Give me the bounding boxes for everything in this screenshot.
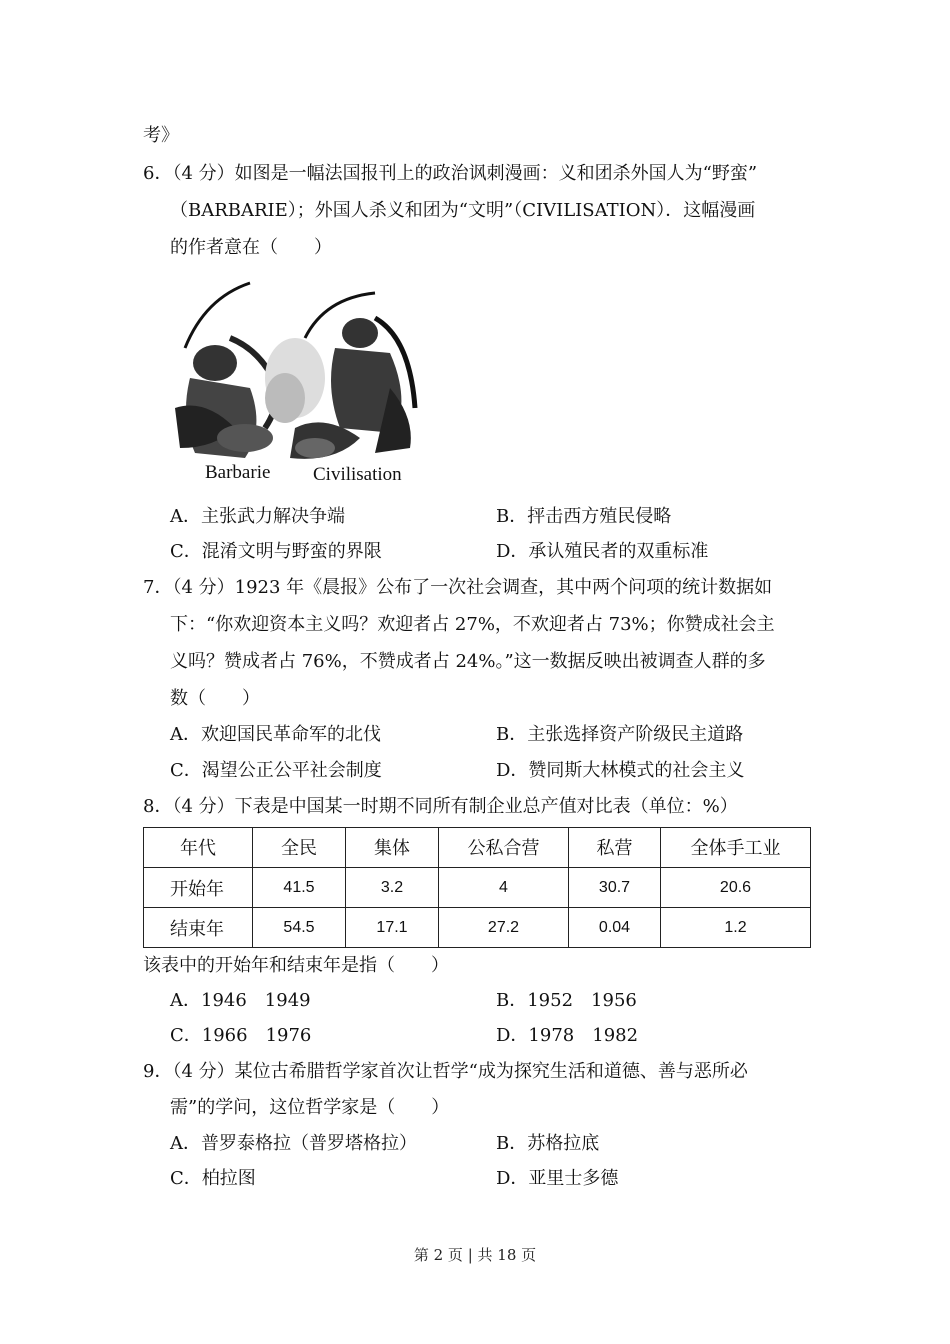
q6-option-d[interactable]: D．承认殖民者的双重标准 (496, 541, 709, 562)
page-footer: 第 2 页 | 共 18 页 (413, 1246, 537, 1264)
q7-stem-line3: 义吗？赞成者占 76%，不赞成者占 24%。”这一数据反映出被调查人群的多 (170, 651, 766, 672)
q6-option-b[interactable]: B．抨击西方殖民侵略 (496, 506, 672, 527)
q6-option-c[interactable]: C．混淆文明与野蛮的界限 (170, 541, 382, 562)
q8-option-a[interactable]: A．1946 1949 (170, 990, 311, 1011)
table-header-cell: 私营 (569, 828, 661, 868)
q7-option-a[interactable]: A．欢迎国民革命军的北伐 (170, 724, 381, 745)
q7-stem-line2: 下：“你欢迎资本主义吗？欢迎者占 27%，不欢迎者占 73%；你赞成社会主 (170, 614, 775, 635)
cartoon-drawing (175, 278, 420, 468)
q8-option-b[interactable]: B．1952 1956 (496, 990, 637, 1011)
table-cell: 27.2 (439, 908, 569, 948)
cartoon-caption-civilisation: Civilisation (313, 464, 402, 485)
q7-option-b[interactable]: B．主张选择资产阶级民主道路 (496, 724, 744, 745)
table-cell: 41.5 (253, 868, 346, 908)
q9-option-d[interactable]: D．亚里士多德 (496, 1168, 619, 1189)
table-header-cell: 全民 (253, 828, 346, 868)
q9-option-b[interactable]: B．苏格拉底 (496, 1133, 600, 1154)
cartoon-caption-barbarie: Barbarie (205, 462, 271, 483)
table-cell: 1.2 (661, 908, 811, 948)
q9-option-c[interactable]: C．柏拉图 (170, 1168, 256, 1189)
table-cell: 开始年 (144, 868, 253, 908)
table-cell: 结束年 (144, 908, 253, 948)
q8-option-c[interactable]: C．1966 1976 (170, 1025, 312, 1046)
q8-stem-line1: 8．（4 分）下表是中国某一时期不同所有制企业总产值对比表（单位：%） (143, 796, 738, 817)
table-header-row (144, 828, 811, 868)
q8-question-text: 该表中的开始年和结束年是指（ ） (143, 955, 449, 976)
q6-stem-line2: （BARBARIE）；外国人杀义和团为“文明”（CIVILISATION）．这幅漫画 (170, 200, 756, 221)
table-row (144, 868, 811, 908)
table-cell: 0.04 (569, 908, 661, 948)
table-cell: 4 (439, 868, 569, 908)
q6-stem-line3: 的作者意在（ ） (170, 237, 332, 258)
table-header-cell: 全体手工业 (661, 828, 811, 868)
q7-option-c[interactable]: C．渴望公正公平社会制度 (170, 760, 382, 781)
q7-stem-line1: 7．（4 分）1923 年《晨报》公布了一次社会调查，其中两个问项的统计数据如 (143, 577, 773, 598)
q7-stem-line4: 数（ ） (170, 688, 260, 709)
table-cell: 30.7 (569, 868, 661, 908)
table-header-cell: 集体 (346, 828, 439, 868)
table-cell: 3.2 (346, 868, 439, 908)
q7-option-d[interactable]: D．赞同斯大林模式的社会主义 (496, 760, 745, 781)
carryover-text: 考》 (143, 125, 179, 146)
q9-option-a[interactable]: A．普罗泰格拉（普罗塔格拉） (170, 1133, 417, 1154)
q6-option-a[interactable]: A．主张武力解决争端 (170, 506, 345, 527)
table-cell: 17.1 (346, 908, 439, 948)
table-header-cell: 公私合营 (439, 828, 569, 868)
table-cell: 54.5 (253, 908, 346, 948)
q8-option-d[interactable]: D．1978 1982 (496, 1025, 639, 1046)
q6-stem-line1: 6．（4 分）如图是一幅法国报刊上的政治讽刺漫画：义和团杀外国人为“野蛮” (143, 163, 758, 184)
political-cartoon-image (175, 278, 420, 488)
q9-stem-line1: 9．（4 分）某位古希腊哲学家首次让哲学“成为探究生活和道德、善与恶所必 (143, 1061, 748, 1082)
enterprise-output-table (143, 827, 810, 948)
table-row (144, 908, 811, 948)
q9-stem-line2: 需”的学问，这位哲学家是（ ） (170, 1097, 450, 1118)
table-header-cell: 年代 (144, 828, 253, 868)
table-cell: 20.6 (661, 868, 811, 908)
